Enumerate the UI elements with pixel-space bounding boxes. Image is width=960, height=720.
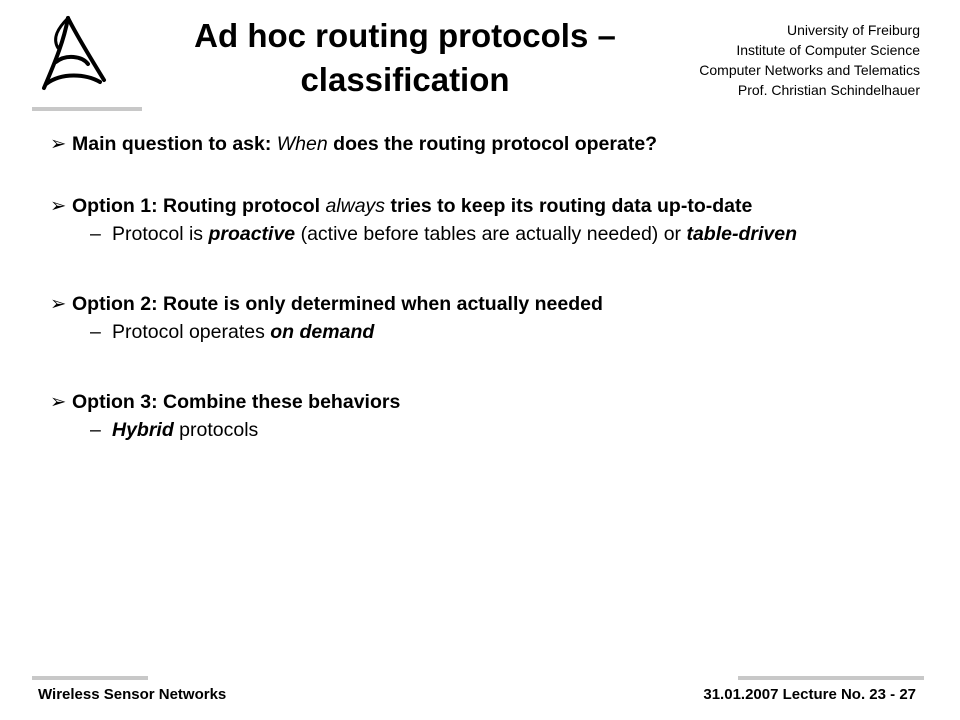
footer-rule-right [738, 676, 924, 680]
sub-item-option-3: – Hybrid protocols [50, 416, 930, 444]
dash-bullet: – [90, 321, 101, 343]
university-logo [28, 10, 144, 110]
arrow-bullet-icon: ➢ [50, 195, 67, 217]
bullet-text: Option 1: Routing protocol always tries to keep its routing data up-to-date [72, 195, 753, 217]
slide-title [145, 14, 665, 102]
arrow-bullet-icon: ➢ [50, 133, 67, 155]
bullet-option-2 [50, 290, 930, 318]
sub-item-option-2: – Protocol operates on demand [50, 318, 930, 346]
header-rule-left [32, 107, 142, 111]
footer-lecture-info: 31.01.2007 Lecture No. 23 - 27 [703, 686, 916, 703]
bullet-text: Option 2: Route is only determined when actually needed [72, 293, 603, 315]
affiliation-line: Computer Networks and Telematics [699, 62, 920, 78]
footer-course: Wireless Sensor Networks [38, 686, 227, 703]
affiliation-line: Institute of Computer Science [736, 42, 920, 58]
title-line-1: Ad hoc routing protocols – [194, 17, 616, 54]
affiliation-line: University of Freiburg [786, 22, 920, 38]
arrow-bullet-icon: ➢ [50, 391, 67, 413]
dash-bullet: – [90, 223, 101, 245]
bullet-option-1 [50, 192, 930, 220]
sub-item-option-1: – Protocol is proactive (active before tables are actually needed) or table-driven [50, 220, 930, 248]
affiliation-line: Prof. Christian Schindelhauer [737, 82, 920, 98]
bullet-text: Main question to ask: When does the routing protocol operate? [72, 133, 658, 155]
slide-content [50, 130, 930, 444]
arrow-bullet-icon: ➢ [50, 293, 67, 315]
bullet-option-3 [50, 388, 930, 416]
dash-bullet: – [90, 419, 101, 441]
footer-rule-left [32, 676, 148, 680]
bullet-text: Option 3: Combine these behaviors [72, 391, 401, 413]
bullet-main-question [50, 130, 930, 158]
affiliation-block [699, 20, 920, 100]
title-line-2: classification [300, 61, 510, 98]
